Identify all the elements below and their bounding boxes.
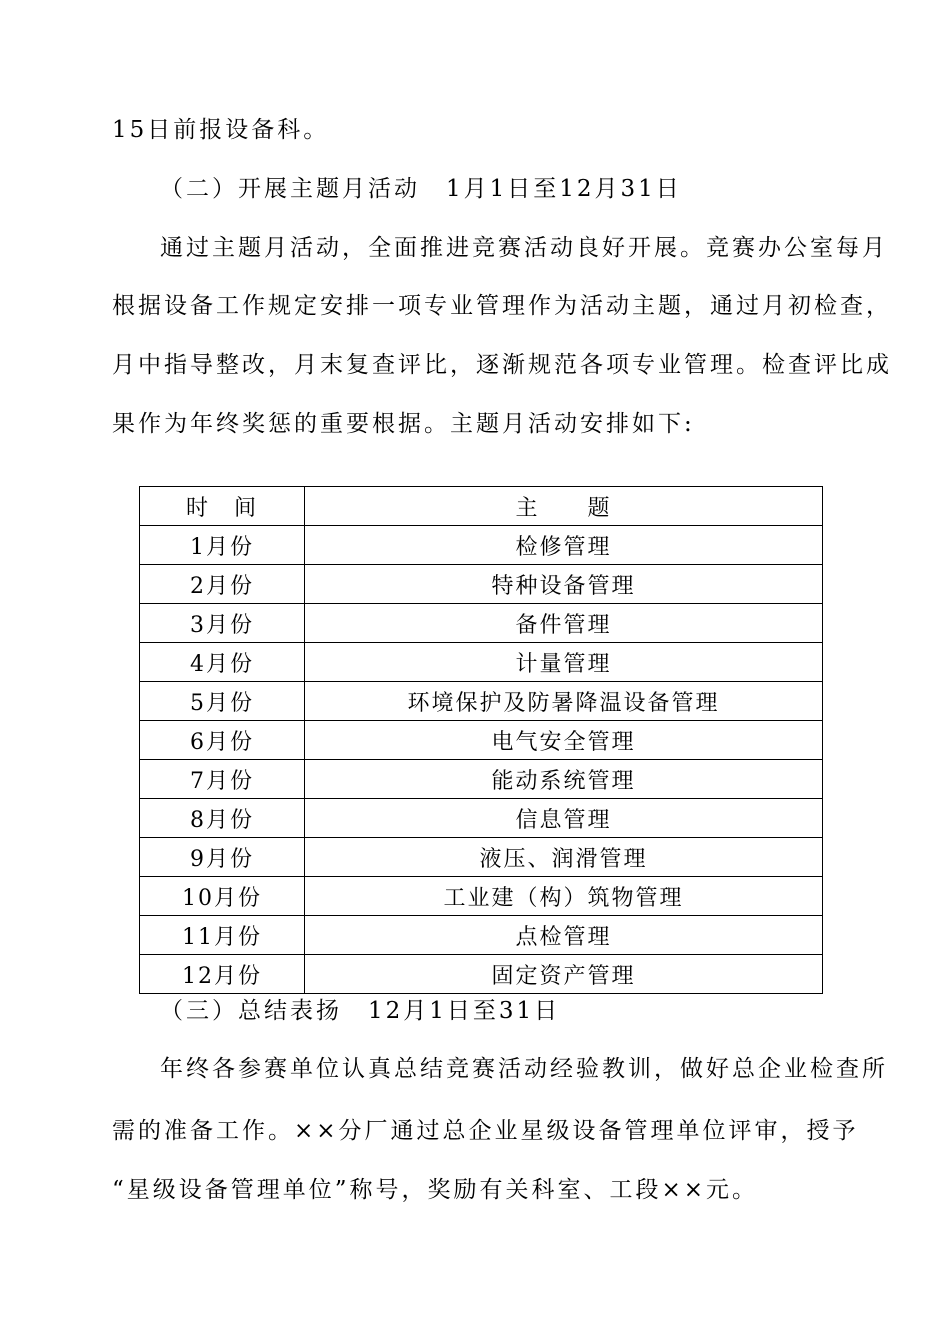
theme-month-table <box>139 486 823 994</box>
header-time: 时 间 <box>140 487 305 526</box>
header-topic: 主 题 <box>305 487 823 526</box>
month-cell: 5月份 <box>140 682 305 721</box>
topic-cell: 信息管理 <box>305 799 823 838</box>
topic-cell: 能动系统管理 <box>305 760 823 799</box>
paragraph-line: 根据设备工作规定安排一项专业管理作为活动主题，通过月初检查， <box>112 293 892 319</box>
table-row <box>140 721 823 760</box>
month-cell: 8月份 <box>140 799 305 838</box>
paragraph-line: 需的准备工作。××分厂通过总企业星级设备管理单位评审，授予 <box>112 1118 859 1144</box>
table-row <box>140 604 823 643</box>
topic-cell: 点检管理 <box>305 916 823 955</box>
month-cell: 12月份 <box>140 955 305 994</box>
topic-cell: 检修管理 <box>305 526 823 565</box>
table-row <box>140 838 823 877</box>
topic-cell: 备件管理 <box>305 604 823 643</box>
table-row <box>140 526 823 565</box>
month-cell: 11月份 <box>140 916 305 955</box>
table-row <box>140 877 823 916</box>
paragraph-line: “星级设备管理单位”称号，奖励有关科室、工段××元。 <box>112 1177 759 1203</box>
month-cell: 7月份 <box>140 760 305 799</box>
table-row <box>140 916 823 955</box>
topic-cell: 环境保护及防暑降温设备管理 <box>305 682 823 721</box>
topic-cell: 特种设备管理 <box>305 565 823 604</box>
table-row <box>140 643 823 682</box>
paragraph-line: 15日前报设备科。 <box>112 117 330 143</box>
topic-cell: 工业建（构）筑物管理 <box>305 877 823 916</box>
table-row <box>140 760 823 799</box>
month-cell: 2月份 <box>140 565 305 604</box>
section-heading-2: （二）开展主题月活动 1月1日至12月31日 <box>160 176 682 202</box>
month-cell: 9月份 <box>140 838 305 877</box>
paragraph-line: 通过主题月活动，全面推进竞赛活动良好开展。竞赛办公室每月 <box>160 235 888 261</box>
table-row <box>140 682 823 721</box>
month-cell: 1月份 <box>140 526 305 565</box>
table-row <box>140 799 823 838</box>
month-cell: 3月份 <box>140 604 305 643</box>
month-cell: 4月份 <box>140 643 305 682</box>
month-cell: 10月份 <box>140 877 305 916</box>
paragraph-line: 果作为年终奖惩的重要根据。主题月活动安排如下: <box>112 411 695 437</box>
paragraph-line: 月中指导整改，月末复查评比，逐渐规范各项专业管理。检查评比成 <box>112 352 892 378</box>
topic-cell: 液压、润滑管理 <box>305 838 823 877</box>
table-row <box>140 565 823 604</box>
topic-cell: 固定资产管理 <box>305 955 823 994</box>
section-heading-3: （三）总结表扬 12月1日至31日 <box>160 998 561 1024</box>
table-header-row <box>140 487 823 526</box>
paragraph-line: 年终各参赛单位认真总结竞赛活动经验教训，做好总企业检查所 <box>160 1056 888 1082</box>
table-row <box>140 955 823 994</box>
topic-cell: 计量管理 <box>305 643 823 682</box>
topic-cell: 电气安全管理 <box>305 721 823 760</box>
month-cell: 6月份 <box>140 721 305 760</box>
